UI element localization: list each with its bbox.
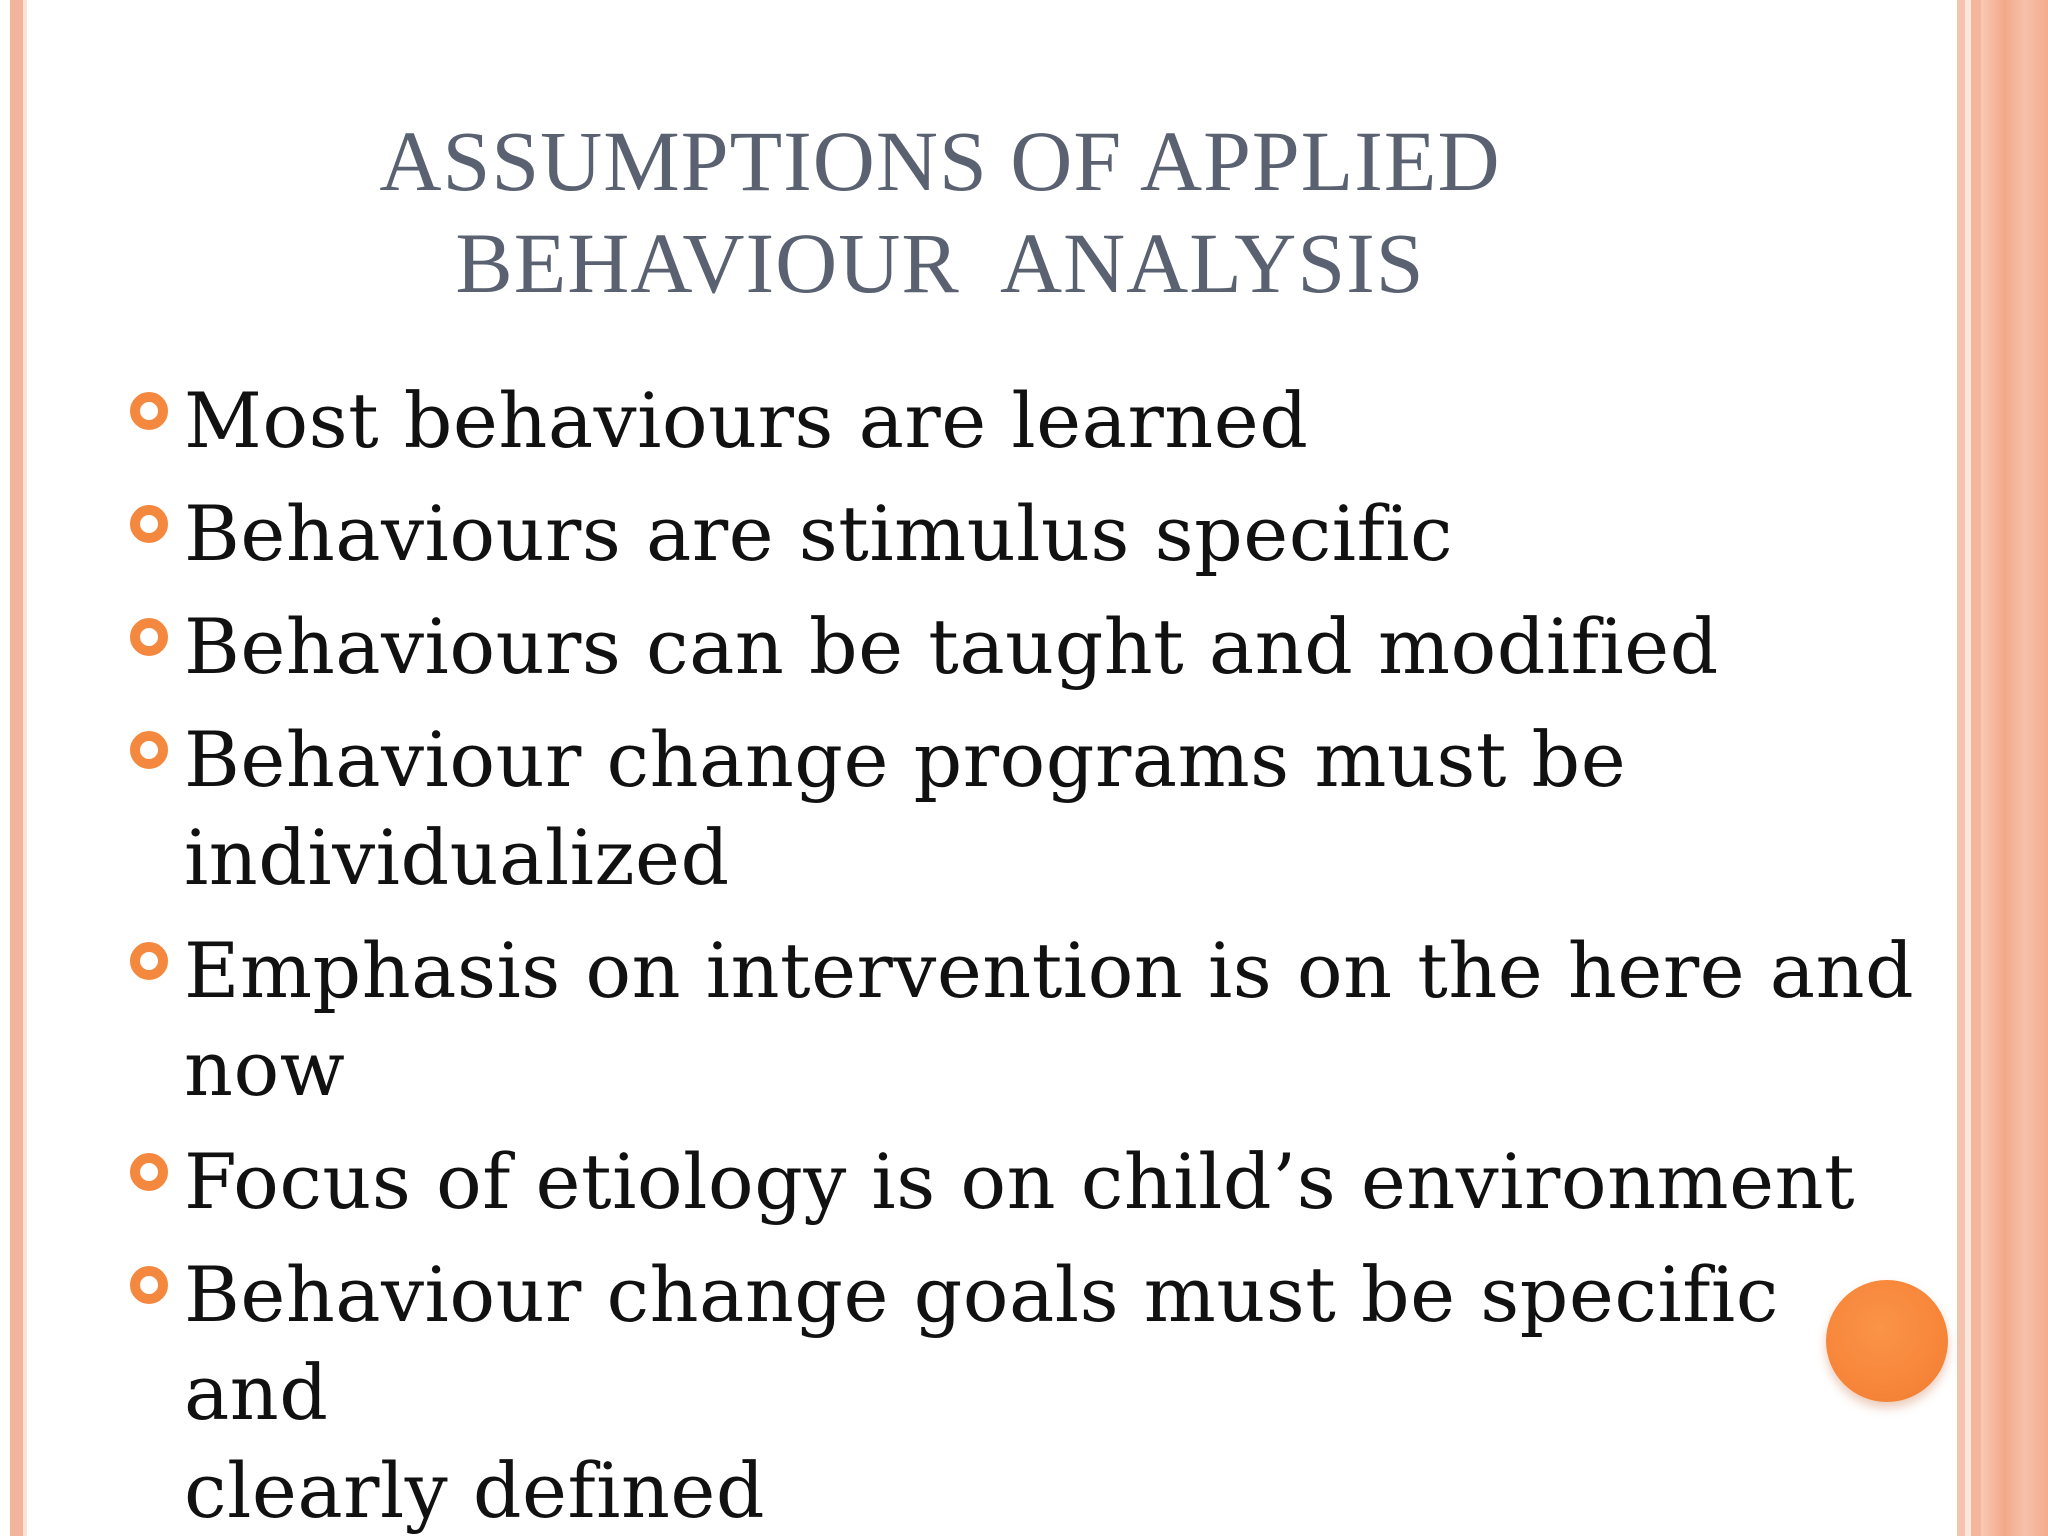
bullet-item — [130, 1246, 1930, 1536]
bullet-item — [130, 372, 1930, 470]
bullet-item — [130, 922, 1930, 1118]
bullet-text: Behaviours can be taught and modified — [184, 602, 1719, 691]
left-border-stripe — [10, 0, 23, 1536]
orange-ring-bullet-icon — [130, 392, 168, 430]
orange-ring-bullet-icon — [130, 942, 168, 980]
bullet-text: Focus of etiology is on child’s environment — [184, 1137, 1856, 1226]
slide-title — [180, 110, 1700, 314]
left-border-stripe-light — [23, 0, 27, 1536]
bullet-item — [130, 485, 1930, 583]
slide-title-line-1: ASSUMPTIONS OF APPLIED — [379, 113, 1501, 209]
bullet-text-line-1: Behaviour change programs must be — [184, 715, 1627, 804]
orange-ring-bullet-icon — [130, 731, 168, 769]
orange-ring-bullet-icon — [130, 1266, 168, 1304]
bullet-text: Most behaviours are learned — [184, 376, 1309, 465]
bullet-item — [130, 598, 1930, 696]
bullet-text-line-2: clearly defined — [184, 1446, 766, 1535]
right-border-band — [1981, 0, 2048, 1536]
slide-title-line-2: BEHAVIOUR ANALYSIS — [455, 215, 1425, 311]
bullet-text-line-1: Behaviour change goals must be specific and — [184, 1250, 1779, 1437]
bullet-text-line-2: now — [184, 1024, 346, 1113]
bullet-list — [130, 372, 1930, 1536]
orange-ring-bullet-icon — [130, 505, 168, 543]
right-border-stripe — [1971, 0, 1981, 1536]
bullet-item — [130, 711, 1930, 907]
bullet-text-line-2: individualized — [184, 813, 730, 902]
bullet-text-line-1: Emphasis on intervention is on the here and — [184, 926, 1915, 1015]
orange-circle-icon — [1826, 1280, 1948, 1402]
bullet-text: Behaviours are stimulus specific — [184, 489, 1454, 578]
right-border-stripe — [1957, 0, 1965, 1536]
orange-ring-bullet-icon — [130, 1153, 168, 1191]
bullet-item — [130, 1133, 1930, 1231]
orange-ring-bullet-icon — [130, 618, 168, 656]
